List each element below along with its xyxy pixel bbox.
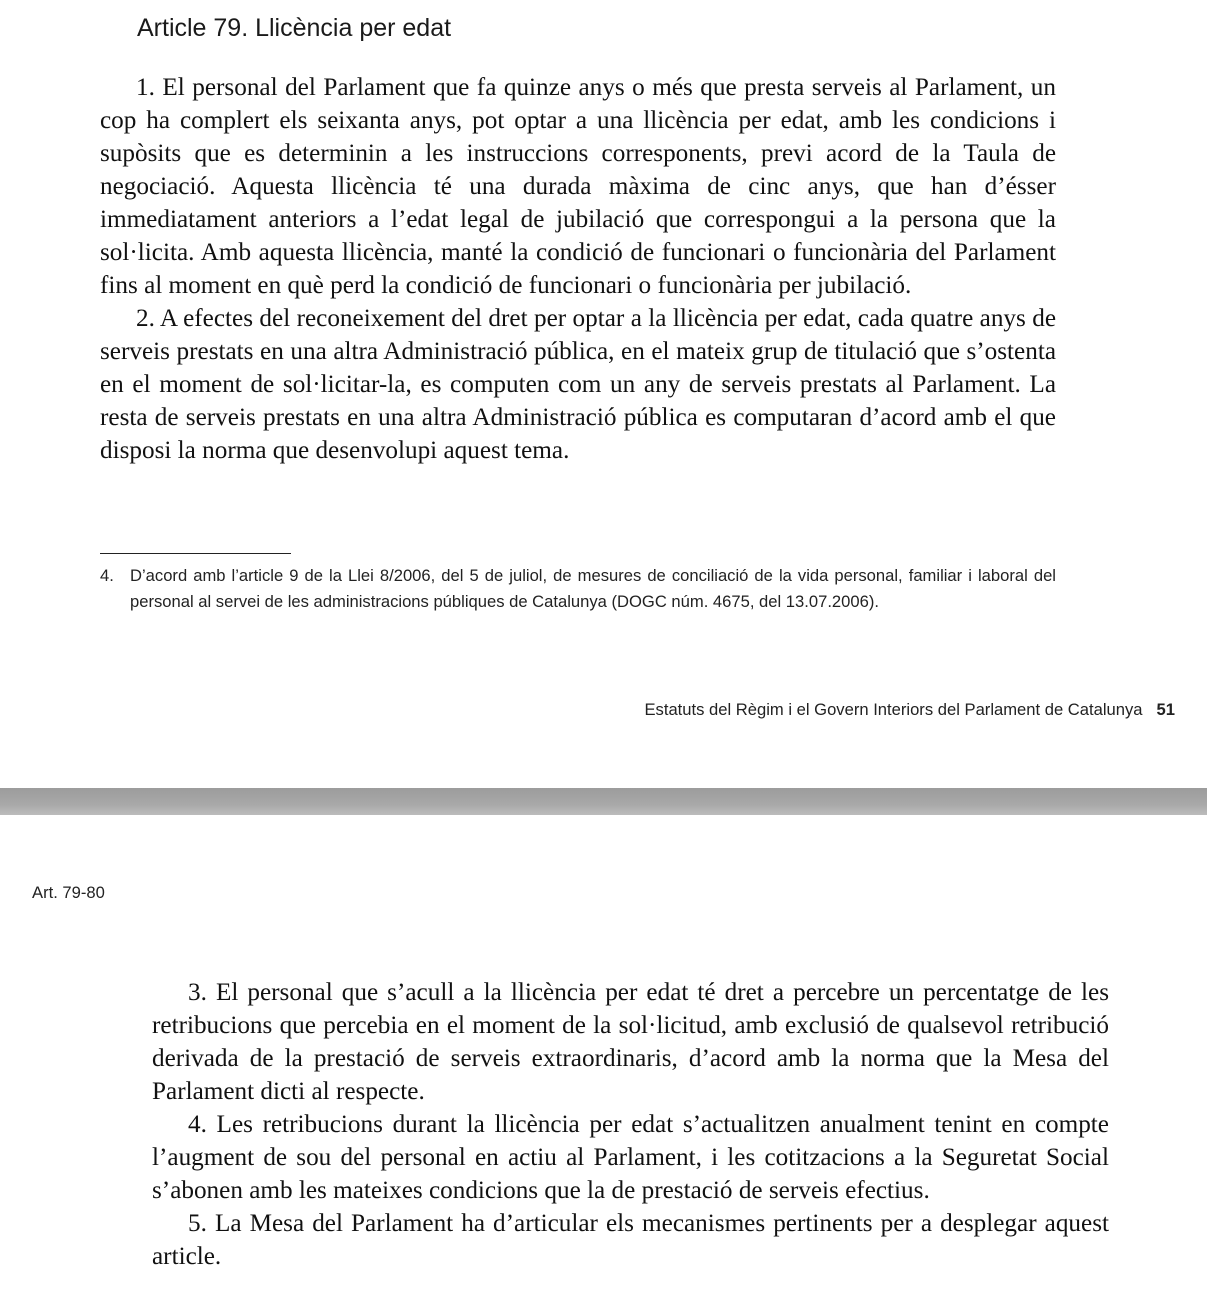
running-header: Art. 79-80: [32, 883, 105, 902]
footnote-divider: [100, 553, 291, 554]
page-separator: [0, 788, 1207, 815]
article-body: [100, 71, 1056, 467]
footnote-text: D’acord amb l’article 9 de la Llei 8/2006, del 5 de juliol, de mesures de conciliació de la vida personal, familiar i laboral del personal al servei de les administracions públiques de Catalunya (DOGC núm. 4675, del 13.07.2006).: [130, 566, 1056, 611]
article-body-continued: [152, 976, 1109, 1273]
paragraph-1: 1. El personal del Parlament que fa quinze anys o més que presta serveis al Parlament, un cop ha complert els seixanta anys, pot optar a una llicència per edat, amb les condicions i supòsits que es determinin a les instruccions corresponents, previ acord de la Taula de negociació. Aquesta llicència té una durada màxima de cinc anys, que han d’ésser immediatament anteriors a l’edat legal de jubilació que correspongui a la persona que la sol·licita. Amb aquesta llicència, manté la condició de funcionari o funcionària del Parlament fins al moment en què perd la condició de funcionari o funcionària per jubilació.: [100, 74, 1056, 299]
paragraph-5: 5. La Mesa del Parlament ha d’articular els mecanismes pertinents per a desplegar aquest article.: [152, 1210, 1109, 1270]
running-footer: [644, 700, 1175, 720]
page-number: 51: [1156, 700, 1175, 719]
publication-title: Estatuts del Règim i el Govern Interiors del Parlament de Catalunya: [644, 700, 1143, 719]
paragraph-3: 3. El personal que s’acull a la llicència per edat té dret a percebre un percentatge de les retribucions que percebia en el moment de la sol·licitud, amb exclusió de qualsevol retribució derivada de la prestació de serveis extraordinaris, d’acord amb la norma que la Mesa del Parlament dicti al respecte.: [152, 979, 1109, 1105]
footnote: [100, 563, 1056, 615]
paragraph-2: 2. A efectes del reconeixement del dret per optar a la llicència per edat, cada quatre anys de serveis prestats en una altra Administració pública, en el mateix grup de titulació que s’ostenta en el moment de sol·licitar-la, es computen com un any de serveis prestats al Parlament. La resta de serveis prestats en una altra Administració pública es computaran d’acord amb el que disposi la norma que desenvolupi aquest tema.: [100, 305, 1056, 464]
article-heading: Article 79. Llicència per edat: [137, 14, 452, 42]
paragraph-4: 4. Les retribucions durant la llicència per edat s’actualitzen anualment tenint en compte l’augment de sou del personal en actiu al Parlament, i les cotitzacions a la Seguretat Social s’abonen amb les mateixes condicions que la de prestació de serveis efectius.: [152, 1111, 1109, 1204]
page-52: [0, 815, 1207, 1316]
footnote-number: 4.: [100, 566, 114, 585]
